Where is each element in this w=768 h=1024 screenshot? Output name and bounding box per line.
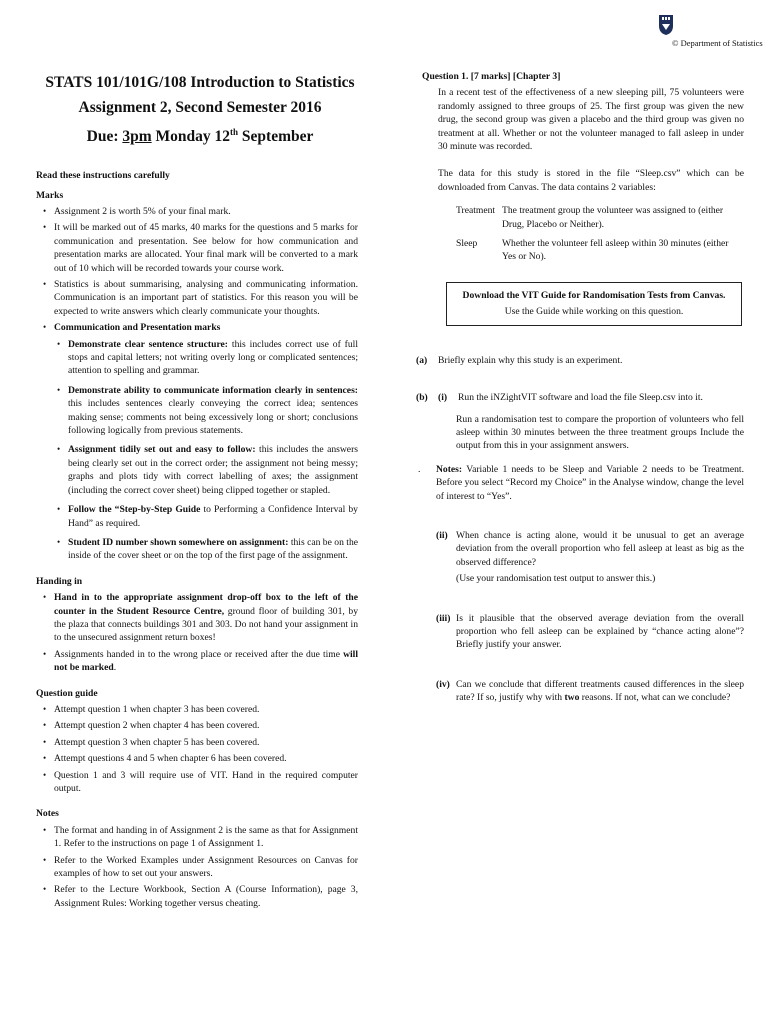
list-item: • Question 1 and 3 will require use of VIT. Hand in the required computer output. <box>54 769 358 796</box>
title-assignment: Assignment 2, Second Semester 2016 <box>78 99 322 116</box>
subpart-text: Can we conclude that different treatments caused differences in the sleep rate? If so, justify why with two reasons. If not, what can we conclude? <box>456 678 744 704</box>
list-item: • Refer to the Worked Examples under Assignment Resources on Canvas for examples of how to set out your answers. <box>54 854 358 881</box>
list-item: • Assignment tidily set out and easy to follow: this includes the answers being clearly set out in the correct order; the assignment not being messy; graphs and plots tidy with correct labelling of axes; the assignment (including the correct cover sheet) being clipped together or stapled. <box>68 443 358 497</box>
list-item: • Demonstrate ability to communicate information clearly in sentences: this includes sentences clearly conveying the correct idea; sentences making sense; comments not being excessively long or short; conclusions following logically from previous statements. <box>68 384 358 438</box>
list-item: • Assignments handed in to the wrong place or received after the due time will not be marked. <box>54 648 358 675</box>
variable-name: Sleep <box>456 238 478 250</box>
title-due: Due: 3pm Monday 12th September <box>86 127 314 146</box>
question-b-i-instructions: Run a randomisation test to compare the proportion of volunteers who fell asleep within 30 minutes between the three treatment groups Include the output from this in your assignment answers. <box>456 413 744 452</box>
question1-heading: Question 1. [7 marks] [Chapter 3] <box>422 71 561 82</box>
subpart-text: Is it plausible that the observed average deviation from the overall proportion who fell asleep can be explained by “chance acting alone”? Briefly justify your answer. <box>456 612 744 651</box>
notes-list <box>36 824 358 910</box>
list-item: • Attempt questions 4 and 5 when chapter 6 has been covered. <box>54 752 358 765</box>
list-item: • Hand in to the appropriate assignment drop-off box to the left of the counter in the Student Resource Centre, ground floor of building 301, by the plaza that connects buildings 301 and 303. Do not hand your assignment in to the unsecured assignment return boxes! <box>54 591 358 645</box>
subpart-label: (ii) <box>436 529 448 541</box>
variable-name: Treatment <box>456 205 496 217</box>
notes-dot: . <box>418 463 421 475</box>
subpart-label: (iii) <box>436 612 451 624</box>
question-column <box>414 70 744 705</box>
subpart-label: (i) <box>438 392 448 404</box>
part-text: Briefly explain why this study is an experiment. <box>438 354 623 366</box>
question-guide-list <box>36 703 358 795</box>
list-item: • Demonstrate clear sentence structure: this includes correct use of full stops and capital letters; not writing overly long or complicated sentences; attention to spelling and grammar. <box>68 338 358 378</box>
question-b-notes: . Notes: Variable 1 needs to be Sleep and Variable 2 needs to be Treatment. Before you select “Record my Choice” in the Analyse window, change the level of interest to “Yes”. <box>418 463 744 502</box>
vit-guide-title: Download the VIT Guide for Randomisation Tests from Canvas. <box>462 289 726 301</box>
list-item: • It will be marked out of 45 marks, 40 marks for the questions and 5 marks for communication and presentation. See below for how communication and presentation marks are allocated. Your final mark will be converted to a mark out of 10 which will be recorded towards your course work. <box>54 221 358 275</box>
question-b-iv <box>436 678 744 705</box>
list-item: • Follow the “Step-by-Step Guide to Performing a Confidence Interval by Hand” as required. <box>68 503 358 530</box>
instructions-column <box>36 70 358 913</box>
marks-heading: Marks <box>36 189 64 201</box>
list-item: • The format and handing in of Assignment 2 is the same as that for Assignment 1. Refer to the instructions on page 1 of Assignment 1. <box>54 824 358 851</box>
handing-heading: Handing in <box>36 575 83 587</box>
variable-desc: Whether the volunteer fell asleep within 30 minutes (either Yes or No). <box>502 238 729 263</box>
variable-row <box>456 204 744 231</box>
list-item: • Attempt question 1 when chapter 3 has been covered. <box>54 703 358 716</box>
notes-heading: Notes <box>36 808 59 820</box>
list-item: • Attempt question 2 when chapter 4 has been covered. <box>54 719 358 732</box>
variable-desc: The treatment group the volunteer was assigned to (either Drug, Placebo or Neither). <box>502 205 724 230</box>
part-label: (a) <box>416 354 428 366</box>
variable-row <box>456 237 744 264</box>
handing-list <box>36 591 358 674</box>
list-item: • Student ID number shown somewhere on assignment: this can be on the inside of the cover sheet or on the top of the first page of the assignment. <box>68 536 358 563</box>
university-crest-icon <box>658 14 674 36</box>
vit-guide-box <box>446 282 742 326</box>
question-b-iii <box>436 612 744 652</box>
subpart-label: (iv) <box>436 678 450 690</box>
list-item: • Attempt question 3 when chapter 5 has been covered. <box>54 736 358 749</box>
subpart-note: (Use your randomisation test output to answer this.) <box>456 573 656 585</box>
question-guide-heading: Question guide <box>36 687 98 699</box>
subpart-text: Run the iNZightVIT software and load the file Sleep.csv into it. <box>458 392 703 404</box>
vit-guide-note: Use the Guide while working on this question. <box>504 306 684 318</box>
part-label: (b) <box>416 392 428 404</box>
list-item: • Communication and Presentation marks • Demonstrate clear sentence structure: this includes correct use of full stops and capital letters; not writing overly long or complicated sentences; attention to spelling and grammar. • Demonstrate ability to communicate information clearly in sentences: this includes sentences clearly conveying the correct idea; sentences making sense; comments not being excessively long or short; conclusions following logically from previous statements. • Assignment tidily set out and easy to follow: this includes the answers being clearly set out in the correct order; the assignment not being messy; graphs and plots tidy with correct labelling of axes; the assignment (including the correct cover sheet) being clipped together or stapled. • Follow the “Step-by-Step Guide to Performing a Confidence Interval by Hand” as required. • Student ID number shown somewhere on assignment: this can be on the inside of the cover sheet or on the top of the first page of the assignment. <box>54 321 358 563</box>
department-credit: © Department of Statistics <box>672 38 763 48</box>
marks-list <box>36 205 358 563</box>
communication-list <box>54 338 358 563</box>
list-item: • Refer to the Lecture Workbook, Section A (Course Information), page 3, Assignment Rules: Working together versus cheating. <box>54 883 358 910</box>
subpart-text: When chance is acting alone, would it be unusual to get an average deviation from the overall proportion who fell asleep at least as big as the observed difference? <box>456 529 744 568</box>
list-item: • Assignment 2 is worth 5% of your final mark. <box>54 205 358 218</box>
list-item: • Statistics is about summarising, analysing and communicating information. Communication is an important part of statistics. For this reason you will be expected to write answers which clearly communicate your thoughts. <box>54 278 358 318</box>
question-b-ii <box>436 529 744 586</box>
title-course: STATS 101/101G/108 Introduction to Statistics <box>45 74 355 91</box>
question1-intro: In a recent test of the effectiveness of a new sleeping pill, 75 volunteers were randomly assigned to three groups of 25. The first group was given the new drug, the second group was given a placebo and the third group was given no treatment at all. Whether or not the volunteer managed to fall asleep in under 30 minute was recorded. <box>438 87 744 153</box>
question-b-i <box>414 391 744 404</box>
question1-data-text: The data for this study is stored in the file “Sleep.csv” which can be downloaded from Canvas. The data contains 2 variables: <box>438 168 744 193</box>
instructions-heading: Read these instructions carefully <box>36 170 170 182</box>
question-a <box>414 354 744 367</box>
